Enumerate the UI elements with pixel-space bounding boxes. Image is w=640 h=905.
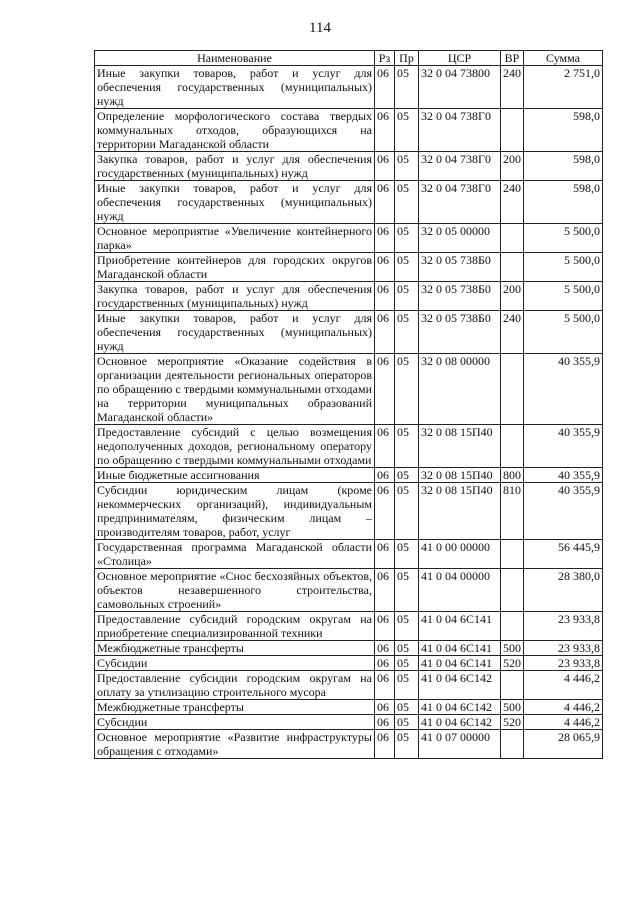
row-csr: 41 0 04 6С141 <box>419 641 501 656</box>
row-rz: 06 <box>375 425 395 468</box>
row-sum: 40 355,9 <box>524 468 603 483</box>
row-pr: 05 <box>395 483 419 540</box>
row-pr: 05 <box>395 671 419 700</box>
row-sum: 2 751,0 <box>524 66 603 109</box>
header-vr: ВР <box>501 51 524 66</box>
row-pr: 05 <box>395 109 419 152</box>
row-sum: 28 380,0 <box>524 569 603 612</box>
table-row <box>95 671 603 700</box>
row-name: Государственная программа Магаданской области «Столица» <box>95 540 375 569</box>
row-rz: 06 <box>375 152 395 181</box>
row-rz: 06 <box>375 540 395 569</box>
row-pr: 05 <box>395 152 419 181</box>
row-vr <box>501 253 524 282</box>
row-vr <box>501 224 524 253</box>
row-sum: 23 933,8 <box>524 612 603 641</box>
table-row <box>95 282 603 311</box>
row-pr: 05 <box>395 700 419 715</box>
row-csr: 41 0 04 6С142 <box>419 700 501 715</box>
row-pr: 05 <box>395 540 419 569</box>
row-sum: 23 933,8 <box>524 641 603 656</box>
row-name: Основное мероприятие «Развитие инфраструктуры обращения с отходами» <box>95 730 375 759</box>
row-csr: 41 0 04 6С141 <box>419 612 501 641</box>
row-sum: 4 446,2 <box>524 671 603 700</box>
row-name: Межбюджетные трансферты <box>95 641 375 656</box>
row-rz: 06 <box>375 224 395 253</box>
row-rz: 06 <box>375 715 395 730</box>
row-pr: 05 <box>395 354 419 425</box>
row-vr: 200 <box>501 152 524 181</box>
table-row <box>95 641 603 656</box>
row-csr: 32 0 08 15П40 <box>419 425 501 468</box>
row-csr: 41 0 04 6С142 <box>419 671 501 700</box>
row-vr: 240 <box>501 66 524 109</box>
row-sum: 23 933,8 <box>524 656 603 671</box>
row-name: Иные закупки товаров, работ и услуг для обеспечения государственных (муниципальных) нужд <box>95 181 375 224</box>
table-body <box>95 66 603 759</box>
header-name: Наименование <box>95 51 375 66</box>
table-row <box>95 224 603 253</box>
row-rz: 06 <box>375 66 395 109</box>
row-vr: 500 <box>501 700 524 715</box>
row-vr: 240 <box>501 181 524 224</box>
row-sum: 4 446,2 <box>524 700 603 715</box>
row-vr <box>501 612 524 641</box>
row-vr <box>501 109 524 152</box>
row-name: Предоставление субсидий с целью возмещения недополученных доходов, региональному оператору по обращению с твердыми коммунальными отходами <box>95 425 375 468</box>
row-name: Приобретение контейнеров для городских округов Магаданской области <box>95 253 375 282</box>
row-vr: 520 <box>501 656 524 671</box>
row-vr: 500 <box>501 641 524 656</box>
row-pr: 05 <box>395 656 419 671</box>
row-csr: 32 0 05 738Б0 <box>419 253 501 282</box>
row-pr: 05 <box>395 612 419 641</box>
row-name: Иные бюджетные ассигнования <box>95 468 375 483</box>
row-csr: 32 0 05 738Б0 <box>419 311 501 354</box>
table-row <box>95 656 603 671</box>
row-rz: 06 <box>375 109 395 152</box>
table-row <box>95 311 603 354</box>
row-name: Межбюджетные трансферты <box>95 700 375 715</box>
header-rz: Рз <box>375 51 395 66</box>
row-rz: 06 <box>375 282 395 311</box>
header-pr: Пр <box>395 51 419 66</box>
row-vr: 800 <box>501 468 524 483</box>
row-sum: 5 500,0 <box>524 224 603 253</box>
row-vr <box>501 671 524 700</box>
table-row <box>95 109 603 152</box>
row-pr: 05 <box>395 66 419 109</box>
row-sum: 5 500,0 <box>524 282 603 311</box>
table-row <box>95 540 603 569</box>
row-csr: 32 0 05 738Б0 <box>419 282 501 311</box>
row-csr: 32 0 05 00000 <box>419 224 501 253</box>
row-rz: 06 <box>375 641 395 656</box>
row-name: Закупка товаров, работ и услуг для обеспечения государственных (муниципальных) нужд <box>95 152 375 181</box>
row-csr: 32 0 08 15П40 <box>419 468 501 483</box>
row-csr: 41 0 04 6С142 <box>419 715 501 730</box>
row-rz: 06 <box>375 656 395 671</box>
row-vr <box>501 569 524 612</box>
row-csr: 41 0 04 6С141 <box>419 656 501 671</box>
row-csr: 41 0 04 00000 <box>419 569 501 612</box>
row-vr <box>501 425 524 468</box>
table-row <box>95 468 603 483</box>
row-rz: 06 <box>375 181 395 224</box>
table-row <box>95 730 603 759</box>
table-row <box>95 425 603 468</box>
row-rz: 06 <box>375 483 395 540</box>
row-sum: 5 500,0 <box>524 311 603 354</box>
row-vr <box>501 730 524 759</box>
row-pr: 05 <box>395 224 419 253</box>
table-row <box>95 181 603 224</box>
row-csr: 32 0 08 15П40 <box>419 483 501 540</box>
row-pr: 05 <box>395 253 419 282</box>
table-row <box>95 612 603 641</box>
row-rz: 06 <box>375 730 395 759</box>
row-name: Определение морфологического состава твердых коммунальных отходов, образующихся на территории Магаданской области <box>95 109 375 152</box>
row-pr: 05 <box>395 569 419 612</box>
table-row <box>95 483 603 540</box>
row-csr: 32 0 04 738Г0 <box>419 181 501 224</box>
header-csr: ЦСР <box>419 51 501 66</box>
row-name: Предоставление субсидий городским округам на приобретение специализированной техники <box>95 612 375 641</box>
row-vr: 240 <box>501 311 524 354</box>
row-rz: 06 <box>375 253 395 282</box>
row-rz: 06 <box>375 354 395 425</box>
row-pr: 05 <box>395 468 419 483</box>
budget-table <box>94 50 603 759</box>
row-rz: 06 <box>375 311 395 354</box>
page-number: 114 <box>309 20 331 36</box>
row-sum: 598,0 <box>524 109 603 152</box>
row-sum: 56 445,9 <box>524 540 603 569</box>
row-name: Иные закупки товаров, работ и услуг для обеспечения государственных (муниципальных) нужд <box>95 66 375 109</box>
row-pr: 05 <box>395 282 419 311</box>
row-csr: 32 0 08 00000 <box>419 354 501 425</box>
row-csr: 41 0 00 00000 <box>419 540 501 569</box>
row-vr: 520 <box>501 715 524 730</box>
table-row <box>95 253 603 282</box>
row-name: Основное мероприятие «Снос бесхозяйных объектов, объектов незавершенного строительства, самовольных строений» <box>95 569 375 612</box>
row-name: Основное мероприятие «Увеличение контейнерного парка» <box>95 224 375 253</box>
table-row <box>95 715 603 730</box>
table-row <box>95 152 603 181</box>
table-row <box>95 700 603 715</box>
row-pr: 05 <box>395 641 419 656</box>
table-header-row <box>95 51 603 66</box>
row-name: Иные закупки товаров, работ и услуг для обеспечения государственных (муниципальных) нужд <box>95 311 375 354</box>
row-name: Основное мероприятие «Оказание содействия в организации деятельности региональных операторов по обращению с твердыми коммунальными отходами на территории муниципальных образований Магаданской области» <box>95 354 375 425</box>
row-vr: 810 <box>501 483 524 540</box>
row-name: Предоставление субсидии городским округам на оплату за утилизацию строительного мусора <box>95 671 375 700</box>
row-csr: 32 0 04 73800 <box>419 66 501 109</box>
table-row <box>95 569 603 612</box>
row-pr: 05 <box>395 425 419 468</box>
row-rz: 06 <box>375 671 395 700</box>
row-pr: 05 <box>395 715 419 730</box>
row-sum: 40 355,9 <box>524 425 603 468</box>
row-name: Субсидии юридическим лицам (кроме некоммерческих организаций), индивидуальным предпринимателям, физическим лицам – производителям товаров, работ, услуг <box>95 483 375 540</box>
row-name: Субсидии <box>95 715 375 730</box>
row-pr: 05 <box>395 730 419 759</box>
row-name: Субсидии <box>95 656 375 671</box>
row-sum: 40 355,9 <box>524 483 603 540</box>
row-sum: 4 446,2 <box>524 715 603 730</box>
row-name: Закупка товаров, работ и услуг для обеспечения государственных (муниципальных) нужд <box>95 282 375 311</box>
row-rz: 06 <box>375 612 395 641</box>
row-vr <box>501 540 524 569</box>
row-rz: 06 <box>375 569 395 612</box>
row-csr: 32 0 04 738Г0 <box>419 109 501 152</box>
row-vr: 200 <box>501 282 524 311</box>
row-vr <box>501 354 524 425</box>
row-csr: 41 0 07 00000 <box>419 730 501 759</box>
row-rz: 06 <box>375 468 395 483</box>
table-row <box>95 354 603 425</box>
row-sum: 598,0 <box>524 181 603 224</box>
row-sum: 40 355,9 <box>524 354 603 425</box>
header-sum: Сумма <box>524 51 603 66</box>
row-sum: 598,0 <box>524 152 603 181</box>
row-pr: 05 <box>395 181 419 224</box>
row-sum: 5 500,0 <box>524 253 603 282</box>
row-rz: 06 <box>375 700 395 715</box>
row-sum: 28 065,9 <box>524 730 603 759</box>
table-row <box>95 66 603 109</box>
row-csr: 32 0 04 738Г0 <box>419 152 501 181</box>
row-pr: 05 <box>395 311 419 354</box>
